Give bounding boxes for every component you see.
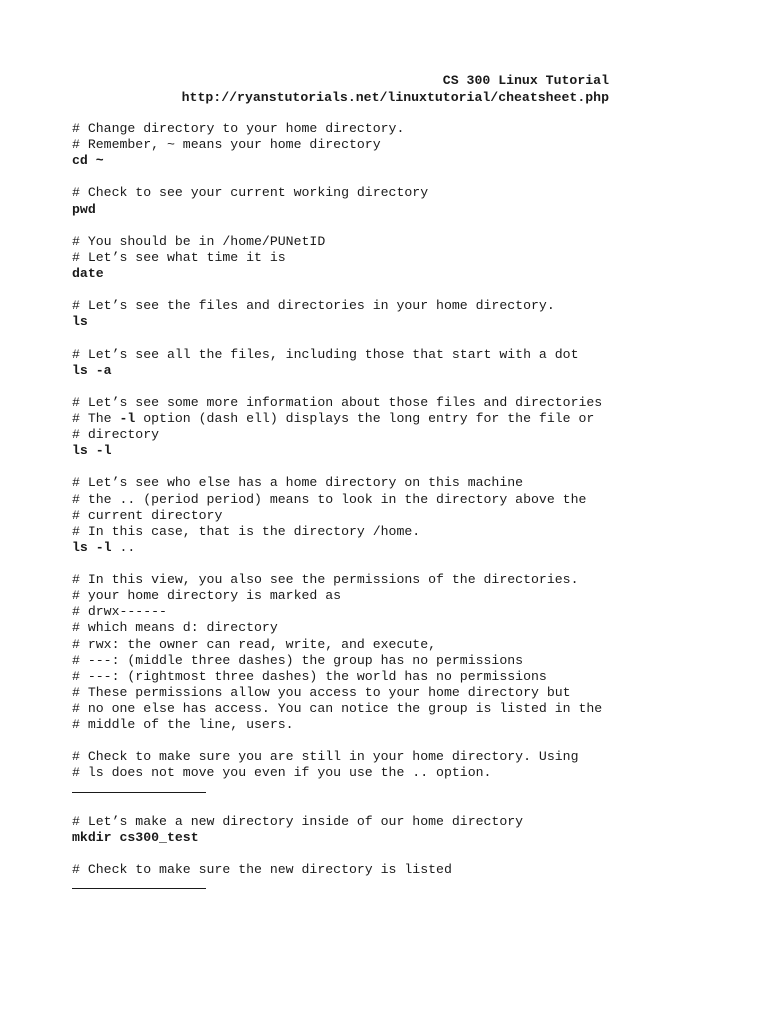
command-line: ls [72,314,88,330]
command-line [72,540,712,556]
blank-line [72,330,712,346]
comment-line: # Check to make sure you are still in your home directory. Using [72,749,579,765]
comment-line: # ls does not move you even if you use the .. option. [72,765,492,781]
comment-line: # which means d: directory [72,620,278,636]
comment-line: # These permissions allow you access to your home directory but [72,684,571,700]
comment-line: # rwx: the owner can read, write, and execute, [72,636,437,652]
comment-line: # your home directory is marked as [72,588,342,604]
comment-fragment: # The [72,410,120,426]
blank-line [72,846,712,862]
comment-fragment: option (dash ell) displays the long entry for the file or [135,410,595,426]
blank-line [72,459,712,475]
comment-line: # the .. (period period) means to look in the directory above the [72,491,587,507]
blank-line [72,733,712,749]
comment-line: # Let’s make a new directory inside of our home directory [72,813,524,829]
comment-line: # no one else has access. You can notice the group is listed in the [72,700,603,716]
comment-line: # middle of the line, users. [72,717,294,733]
comment-line: # ---: (middle three dashes) the group has no permissions [72,652,524,668]
blank-line [72,379,712,395]
blank-line [72,798,712,814]
blank-line [72,218,712,234]
tutorial-body [72,121,712,894]
command-fragment: -l [119,410,136,426]
document-url: http://ryanstutorials.net/linuxtutorial/cheatsheet.php [181,90,609,105]
blank-line [72,282,712,298]
comment-line: # Check to make sure the new directory is listed [72,862,452,878]
comment-line: # directory [72,427,160,443]
command-line: ls -a [72,362,112,378]
comment-line: # Check to see your current working directory [72,185,429,201]
command-line: mkdir cs300_test [72,829,199,845]
comment-line [72,411,712,427]
command-line: pwd [72,201,96,217]
comment-line: # In this view, you also see the permissions of the directories. [72,572,579,588]
comment-line: # Let’s see who else has a home directory on this machine [72,475,524,491]
comment-line: # Let’s see what time it is [72,249,286,265]
comment-line: # current directory [72,507,223,523]
comment-line: # Let’s see some more information about those files and directories [72,394,603,410]
comment-line: # Let’s see the files and directories in your home directory. [72,298,555,314]
comment-line: # drwx------ [72,604,167,620]
command-line: date [72,265,104,281]
comment-line: # You should be in /home/PUNetID [72,233,326,249]
comment-line: # In this case, that is the directory /home. [72,523,421,539]
blank-line [72,556,712,572]
comment-line: # Change directory to your home directory. [72,121,405,136]
answer-blank-line [72,781,712,797]
comment-fragment: .. [111,539,136,555]
comment-line: # ---: (rightmost three dashes) the world has no permissions [72,668,547,684]
comment-line: # Let’s see all the files, including those that start with a dot [72,346,579,362]
command-fragment: ls -l [72,539,112,555]
answer-blank-line [72,878,712,894]
comment-line: # Remember, ~ means your home directory [72,137,381,153]
blank-line [72,169,712,185]
document-title: CS 300 Linux Tutorial [442,73,609,88]
command-line: ls -l [72,443,112,459]
command-line: cd ~ [72,153,104,169]
